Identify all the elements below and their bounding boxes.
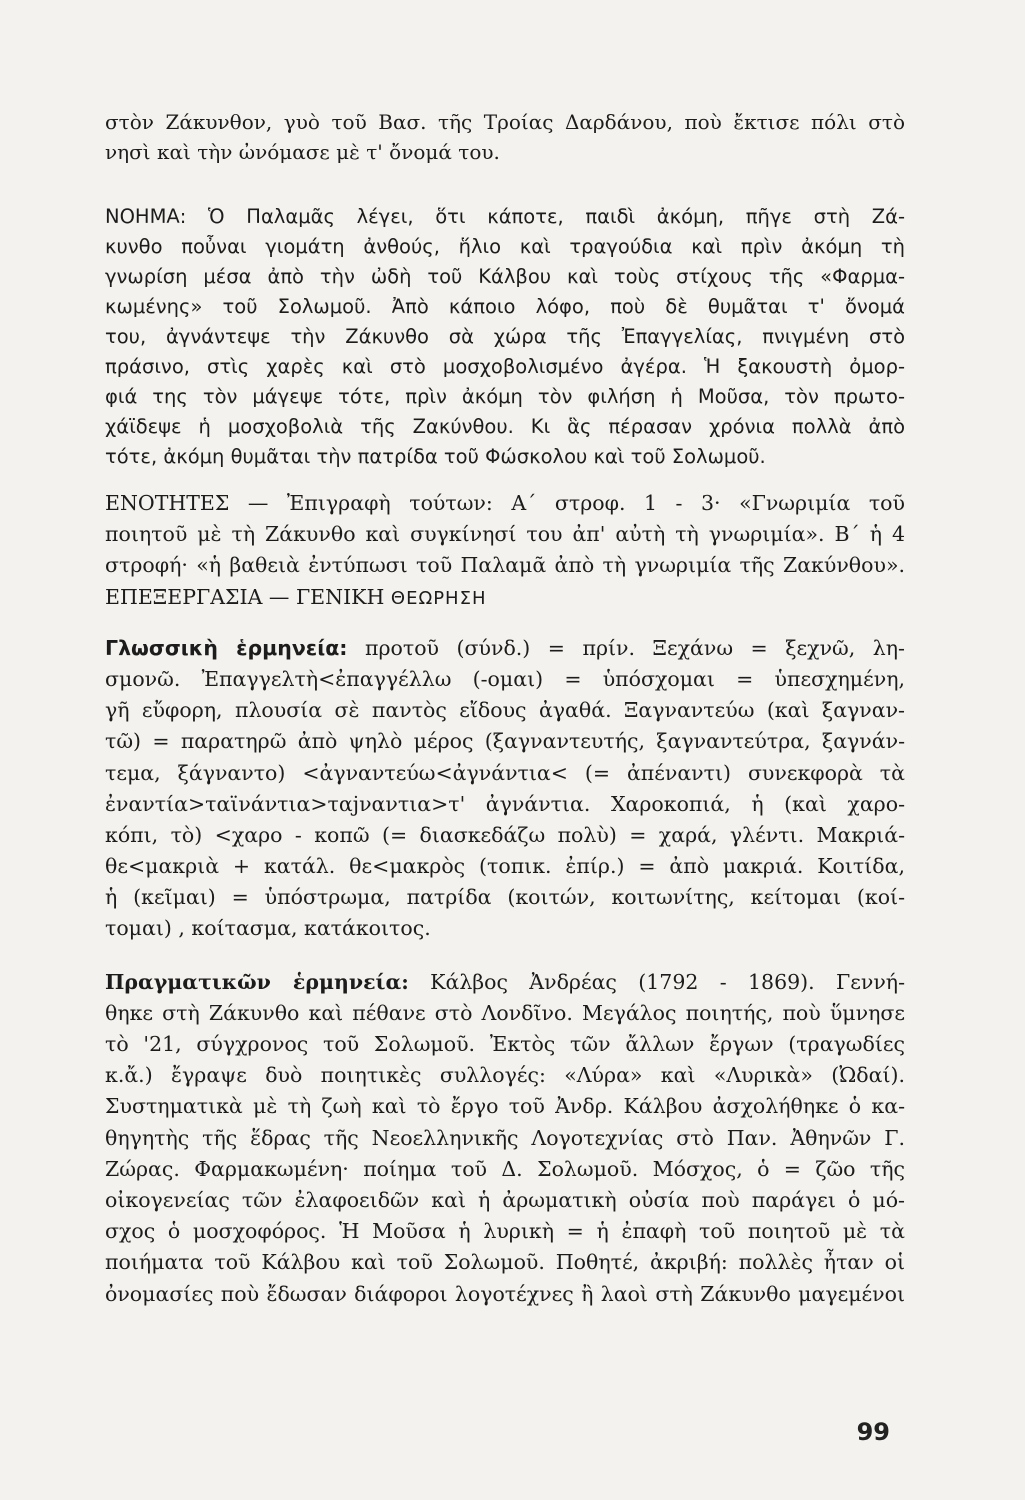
noima-line: χάϊδεψε ἡ μοσχοβολιὰ τῆς Ζακύνθου. Κι ἃς πέρασαν χρόνια πολλὰ ἀπὸ	[105, 415, 905, 438]
pragmatikon-line: Ζώρας. Φαρμακωμένη· ποίημα τοῦ Δ. Σολωμοῦ. Μόσχος, ὁ = ζῶο τῆς	[105, 1156, 905, 1181]
enotites-line: — Ἐπιγραφὴ τούτων: Α΄ στροφ. 1 - 3· «Γνωριμία τοῦ	[247, 491, 905, 515]
pragmatikon-label: Πραγματικῶν ἑρμηνεία:	[105, 969, 409, 994]
glossiki-line: προτοῦ (σύνδ.) = πρίν. Ξεχάνω = ξεχνῶ, λη-	[365, 635, 905, 660]
noima-line: Ὁ Παλαμᾶς λέγει, ὅτι κάποτε, παιδὶ ἀκόμη, πῆγε στὴ Ζά-	[208, 205, 906, 228]
glossiki-line: ἐναντία>ταϊνάντια>ταjναντια>τ' ἀγνάντια. Χαροκοπιά, ἡ (καὶ χαρο-	[105, 791, 905, 816]
pragmatikon-line: θηκε στὴ Ζάκυνθο καὶ πέθανε στὸ Λονδῖνο. Μεγάλος ποιητής, ποὺ ὕμνησε	[105, 1000, 905, 1025]
pragmatikon-line: ποιήματα τοῦ Κάλβου καὶ τοῦ Σολωμοῦ. Ποθητέ, ἀκριβή: πολλὲς ἦταν οἱ	[105, 1250, 905, 1275]
glossiki-line: γῆ εὔφορη, πλουσία σὲ παντὸς εἴδους ἀγαθά. Ξαγναντεύω (καὶ ξαγναν-	[105, 698, 905, 723]
enotites-label: ΕΝΟΤΗΤΕΣ	[105, 491, 230, 515]
glossiki-line: θε<μακριὰ + κατάλ. θε<μακρὸς (τοπικ. ἐπίρ.) = ἀπὸ μακριά. Κοιτίδα,	[105, 854, 905, 879]
pragmatikon-line: ὀνομασίες ποὺ ἔδωσαν διάφοροι λογοτέχνες ἢ λαοὶ στὴ Ζάκυνθο μαγεμένοι	[105, 1281, 905, 1306]
enotites-line: ποιητοῦ μὲ τὴ Ζάκυνθο καὶ συγκίνησί του ἀπ' αὐτὴ τὴ γνωριμία». Β΄ ἡ 4	[105, 522, 905, 547]
document-page	[105, 108, 905, 1310]
enotites-line: στροφή· «ἡ βαθειὰ ἐντύπωσι τοῦ Παλαμᾶ ἀπὸ τὴ γνωριμία τῆς Ζακύνθου».	[105, 553, 905, 578]
glossiki-line: τῶ) = παρατηρῶ ἀπὸ ψηλὸ μέρος (ξαγναντευτής, ξαγναντεύτρα, ξαγνάν-	[105, 729, 905, 754]
glossiki-section	[105, 633, 905, 945]
pragmatikon-line: θηγητὴς τῆς ἕδρας τῆς Νεοελληνικῆς Λογοτεχνίας στὸ Παν. Ἀθηνῶν Γ.	[105, 1125, 905, 1150]
intro-line: νησὶ καὶ τὴν ὠνόμασε μὲ τ' ὄνομά του.	[105, 139, 500, 164]
intro-paragraph	[105, 108, 905, 167]
noima-line: πράσινο, στὶς χαρὲς καὶ στὸ μοσχοβολισμένο ἀγέρα. Ἡ ξακουστὴ ὀμορ-	[105, 355, 905, 378]
noima-line: του, ἀγνάντεψε τὴν Ζάκυνθο σὰ χώρα τῆς Ἐπαγγελίας, πνιγμένη στὸ	[105, 325, 905, 348]
glossiki-line: κόπι, τὸ) <χαρο - κοπῶ (= διασκεδάζω πολὺ) = χαρά, γλέντι. Μακριά-	[105, 822, 905, 847]
noima-line: κυνθο ποὖναι γιομάτη ἀνθούς, ἥλιο καὶ τραγούδια καὶ πρὶν ἀκόμη τὴ	[105, 235, 905, 258]
glossiki-line: σμονῶ. Ἐπαγγελτὴ<ἐπαγγέλλω (-ομαι) = ὑπόσχομαι = ὑπεσχημένη,	[105, 666, 905, 691]
epexergasia-label: ΕΠΕΞΕΡΓΑΣΙΑ — ΓΕΝΙΚΗ	[105, 584, 385, 609]
pragmatikon-line: Συστηματικὰ μὲ τὴ ζωὴ καὶ τὸ ἔργο τοῦ Ἀνδρ. Κάλβου ἀσχολήθηκε ὁ κα-	[105, 1094, 905, 1119]
enotites-section	[105, 488, 905, 613]
glossiki-line: τομαι) , κοίτασμα, κατάκοιτος.	[105, 916, 431, 941]
noima-line: φιά της τὸν μάγεψε τότε, πρὶν ἀκόμη τὸν φιλήση ἡ Μοῦσα, τὸν πρωτο-	[105, 385, 905, 408]
pragmatikon-line: κ.ἄ.) ἔγραψε δυὸ ποιητικὲς συλλογές: «Λύρα» καὶ «Λυρικὰ» (Ὠδαί).	[105, 1063, 905, 1088]
noima-line: κωμένης» τοῦ Σολωμοῦ. Ἀπὸ κάποιο λόφο, ποὺ δὲ θυμᾶται τ' ὄνομά	[105, 295, 905, 318]
noima-line: τότε, ἀκόμη θυμᾶται τὴν πατρίδα τοῦ Φώσκολου καὶ τοῦ Σολωμοῦ.	[105, 445, 766, 468]
pragmatikon-line: οἰκογενείας τῶν ἐλαφοειδῶν καὶ ἡ ἀρωματικὴ οὐσία ποὺ παράγει ὁ μό-	[105, 1187, 905, 1212]
pragmatikon-line: τὸ '21, σύγχρονος τοῦ Σολωμοῦ. Ἐκτὸς τῶν ἄλλων ἔργων (τραγωδίες	[105, 1032, 905, 1056]
glossiki-line: τεμα, ξάγναντο) <ἀγναντεύω<ἀγνάντια< (= ἀπέναντι) συνεκφορὰ τὰ	[105, 760, 905, 785]
glossiki-label: Γλωσσικὴ ἑρμηνεία:	[105, 635, 348, 660]
epexergasia-suffix: ΘΕΩΡΗΣΗ	[390, 587, 487, 609]
glossiki-line: ἡ (κεῖμαι) = ὑπόστρωμα, πατρίδα (κοιτών, κοιτωνίτης, κείτομαι (κοί-	[105, 885, 905, 910]
intro-line: στὸν Ζάκυνθον, γυὸ τοῦ Βασ. τῆς Τροίας Δαρδάνου, ποὺ ἔκτισε πόλι στὸ	[105, 110, 905, 134]
pragmatikon-section	[105, 967, 905, 1310]
pragmatikon-line: Κάλβος Ἀνδρέας (1792 - 1869). Γεννή-	[430, 969, 905, 994]
noima-section	[105, 202, 905, 472]
noima-label: ΝΟΗΜΑ:	[105, 205, 187, 228]
pragmatikon-line: σχος ὁ μοσχοφόρος. Ἡ Μοῦσα ἡ λυρικὴ = ἡ ἐπαφὴ τοῦ ποιητοῦ μὲ τὰ	[105, 1219, 905, 1244]
page-number: 99	[856, 1418, 890, 1446]
noima-line: γνωρίση μέσα ἀπὸ τὴν ὠδὴ τοῦ Κάλβου καὶ τοὺς στίχους τῆς «Φαρμα-	[105, 265, 905, 288]
